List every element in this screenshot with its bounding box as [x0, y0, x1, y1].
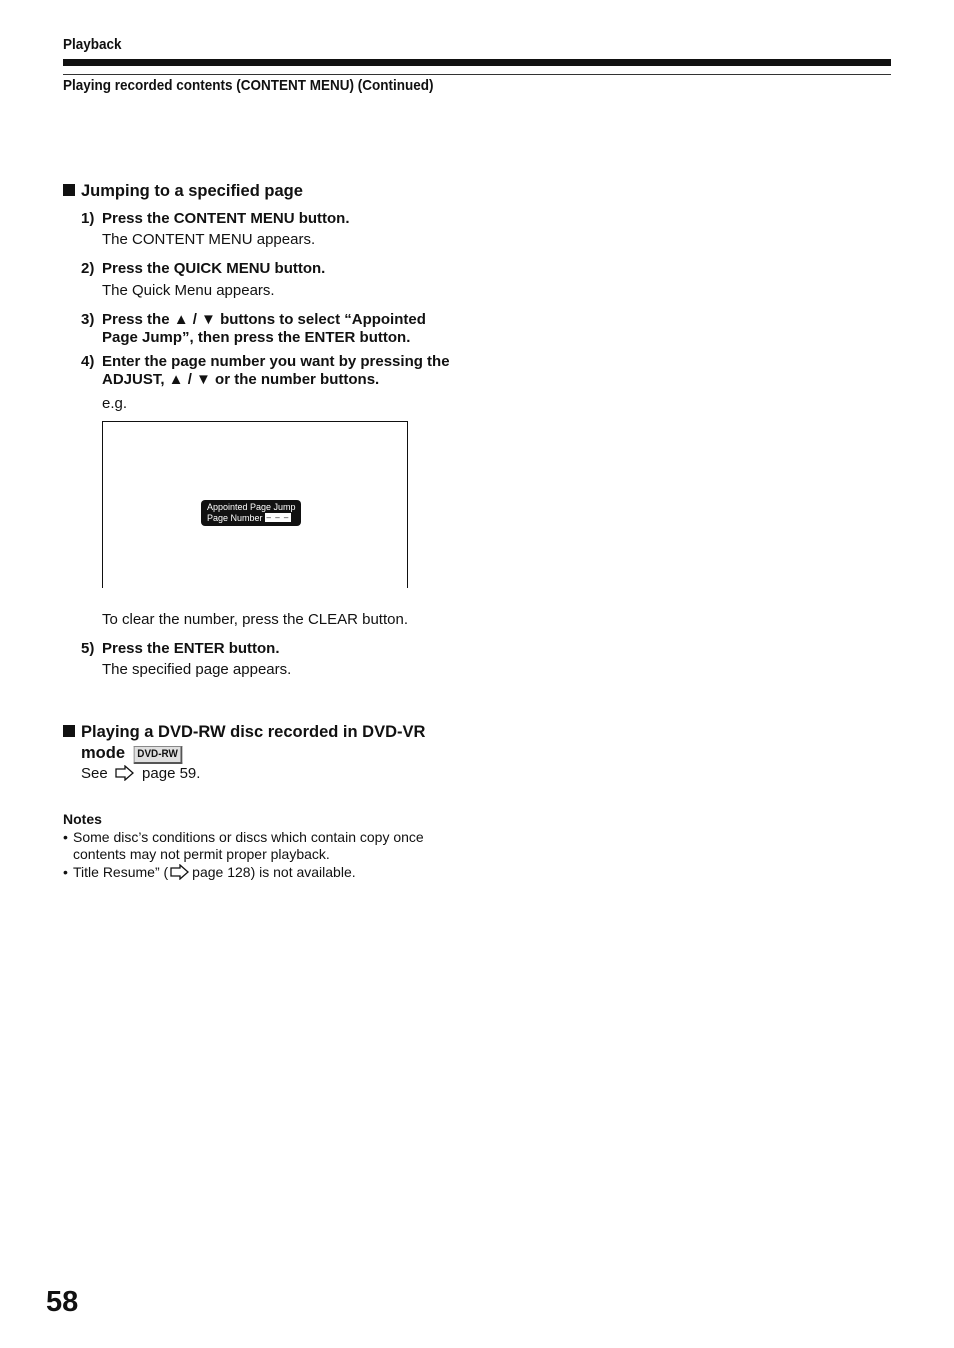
- note-text: [73, 864, 463, 881]
- dvdrw-heading: [63, 722, 463, 743]
- step-text: Enter the page number you want by pressing the ADJUST, ▲ / ▼ or the number buttons.: [102, 353, 450, 388]
- jump-heading: [63, 181, 303, 202]
- osd-page-number-value: – – –: [266, 513, 290, 522]
- example-label: e.g.: [102, 395, 128, 412]
- step-number: 3): [81, 311, 95, 328]
- notes-title: Notes: [63, 811, 102, 827]
- example-screen: [102, 421, 408, 588]
- square-bullet-icon: [63, 725, 75, 737]
- note-bullet: •: [63, 864, 68, 880]
- note-item: [63, 829, 463, 863]
- step-text: Press the QUICK MENU button.: [102, 260, 326, 277]
- note-text-after: page 128) is not available.: [192, 864, 356, 880]
- step-text: Press the ENTER button.: [102, 640, 280, 657]
- step-1-note: The CONTENT MENU appears.: [102, 231, 316, 248]
- step-number: 1): [81, 210, 95, 227]
- dvdrw-heading-line2: mode: [81, 744, 126, 762]
- section-label: Playback: [63, 36, 122, 53]
- step-5-note: The specified page appears.: [102, 661, 292, 678]
- note-text: Some disc’s conditions or discs which contain copy once contents may not permit proper playback.: [73, 829, 424, 862]
- page-reference-arrow-icon: [115, 765, 135, 781]
- page-subtitle: Playing recorded contents (CONTENT MENU) (Continued): [63, 77, 434, 94]
- note-bullet: •: [63, 829, 68, 845]
- appointed-page-jump-osd: [201, 500, 301, 526]
- square-bullet-icon: [63, 184, 75, 196]
- step-text: Press the ▲ / ▼ buttons to select “Appointed Page Jump”, then press the ENTER button.: [102, 311, 426, 346]
- page-number: 58: [46, 1286, 79, 1318]
- see-page: page 59.: [142, 765, 201, 782]
- dvdrw-heading-line2-row: [81, 743, 185, 764]
- step-number: 2): [81, 260, 95, 277]
- note-text-before: Title Resume” (: [73, 864, 169, 880]
- step-number: 4): [81, 353, 95, 370]
- osd-title: Appointed Page Jump: [207, 502, 296, 512]
- see-prefix: See: [81, 765, 108, 782]
- see-reference: [81, 765, 200, 783]
- step-text: Press the CONTENT MENU button.: [102, 210, 350, 227]
- osd-page-number-label: Page Number: [207, 513, 263, 523]
- step-2-note: The Quick Menu appears.: [102, 282, 275, 299]
- dvd-rw-badge: DVD-RW: [134, 746, 183, 764]
- osd-page-number-row: [207, 513, 301, 524]
- step-number: 5): [81, 640, 95, 657]
- clear-note: To clear the number, press the CLEAR button.: [102, 611, 408, 628]
- dvdrw-heading-line1: Playing a DVD-RW disc recorded in DVD-VR: [81, 723, 426, 741]
- header-rule-thick: [63, 59, 891, 66]
- page-reference-arrow-icon: [170, 864, 190, 880]
- header-rule-thin: [63, 74, 891, 75]
- note-item: [63, 864, 463, 882]
- jump-heading-text: Jumping to a specified page: [81, 182, 303, 200]
